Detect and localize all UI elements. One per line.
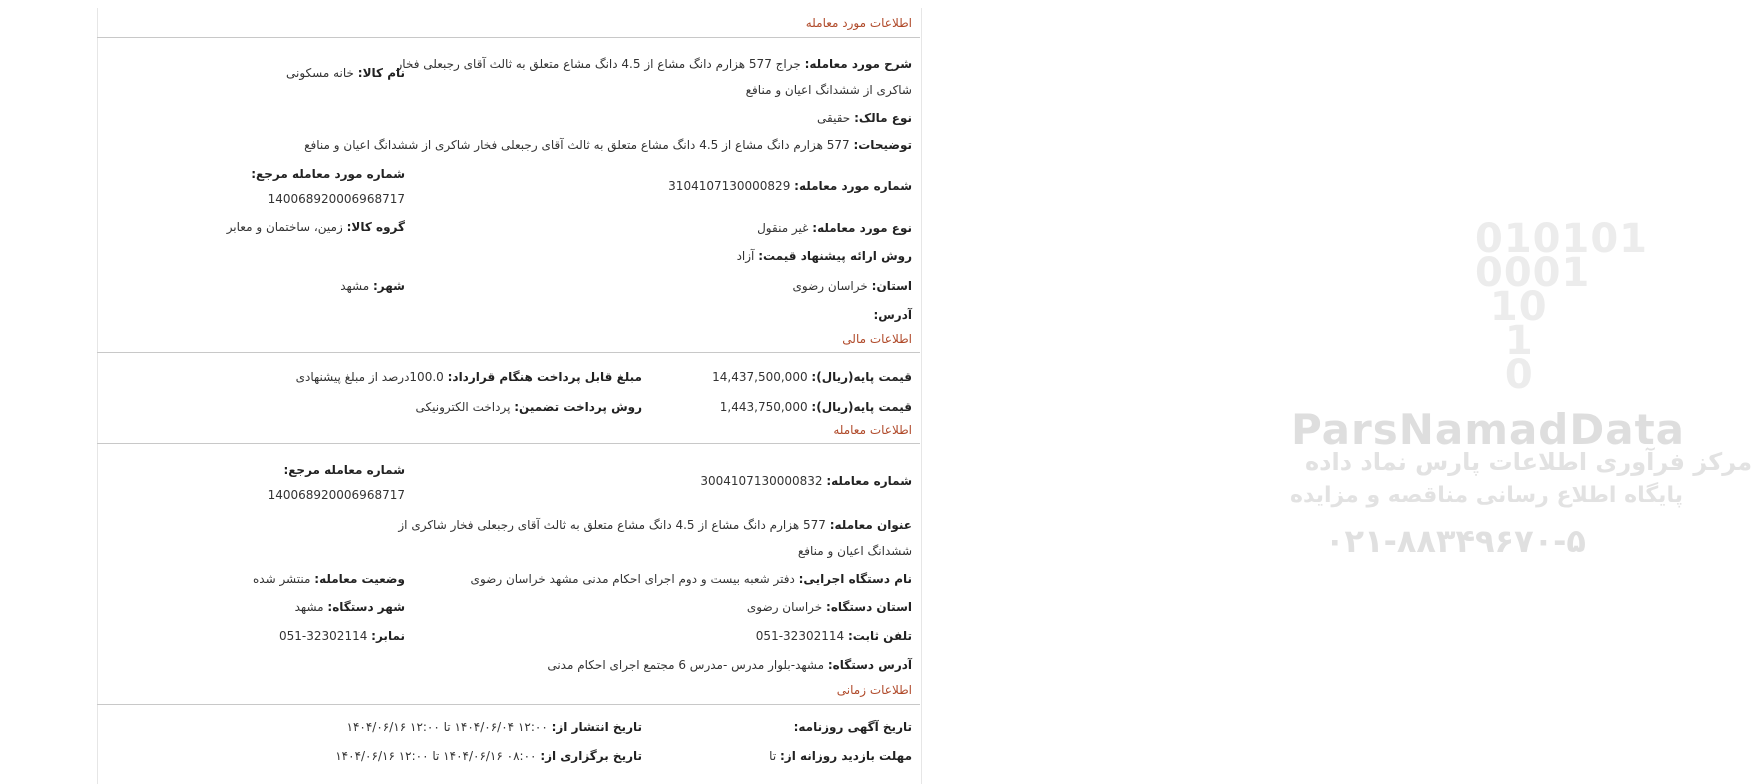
watermark-line2: پایگاه اطلاع رسانی مناقصه و مزایده <box>1290 483 1683 508</box>
payable-amount-label: مبلغ قابل پرداخت هنگام قرارداد: <box>447 370 642 384</box>
goods-group-value: زمین، ساختمان و معابر <box>226 220 343 234</box>
base-price-2 <box>720 397 912 417</box>
pricing-method <box>737 246 912 266</box>
guarantee-method-label: روش پرداخت تضمین: <box>514 400 642 414</box>
transaction-status-value: منتشر شده <box>252 572 311 586</box>
org-address-label: آدرس دستگاه: <box>827 658 912 672</box>
org-fax <box>279 626 405 646</box>
transaction-status-label: وضعیت معامله: <box>314 572 405 586</box>
daily-visit-deadline-value: تا <box>769 749 777 763</box>
province-value: خراسان رضوی <box>792 279 868 293</box>
org-address <box>547 655 912 675</box>
goods-name <box>286 63 405 83</box>
org-phone-value: 32302114-051 <box>755 629 845 643</box>
executor-name-value: دفتر شعبه بیست و دوم اجرای احکام مدنی مشهد خراسان رضوی <box>470 572 795 586</box>
goods-name-label: نام کالا: <box>357 66 405 80</box>
deal-type-label: نوع مورد معامله: <box>812 221 912 235</box>
pricing-method-label: روش ارائه پیشنهاد قیمت: <box>758 249 912 263</box>
org-city-value: مشهد <box>294 600 324 614</box>
payable-amount-value: 100.0درصد از مبلغ پیشنهادی <box>295 370 444 384</box>
province <box>793 276 912 296</box>
divider <box>97 352 920 353</box>
transaction-title-label: عنوان معامله: <box>829 518 912 532</box>
org-address-value: مشهد-بلوار مدرس -مدرس 6 مجتمع اجرای احکام مدنی <box>547 658 825 672</box>
base-price-2-value: 1,443,750,000 <box>719 400 808 414</box>
org-fax-value: 32302114-051 <box>279 629 368 643</box>
org-province-label: استان دستگاه: <box>826 600 912 614</box>
transaction-title <box>392 512 912 564</box>
province-label: استان: <box>871 279 912 293</box>
publish-date-label: تاریخ انتشار از: <box>551 720 642 734</box>
deal-description <box>390 51 912 103</box>
section-title-time: اطلاعات زمانی <box>836 683 912 697</box>
org-fax-label: نمابر: <box>371 629 405 643</box>
daily-visit-deadline-label: مهلت بازدید روزانه از: <box>780 749 912 763</box>
deal-notes <box>304 135 912 155</box>
section-title-transaction: اطلاعات معامله <box>833 423 912 437</box>
guarantee-method-value: پرداخت الکترونیکی <box>415 400 511 414</box>
deal-number <box>668 176 912 196</box>
transaction-ref-value: 140068920006968717 <box>267 488 405 502</box>
transaction-number-label: شماره معامله: <box>826 474 912 488</box>
deal-description-label: شرح مورد معامله: <box>804 57 912 71</box>
transaction-number-value: 3004107130000832 <box>700 474 823 488</box>
transaction-ref-value-row <box>268 485 405 505</box>
newspaper-ad-date-label: تاریخ آگهی روزنامه: <box>793 720 912 734</box>
address-label: آدرس: <box>873 308 912 322</box>
deal-ref-number-value: 140068920006968717 <box>267 192 405 206</box>
watermark-digits: 010101 0001 10 1 0 <box>1475 216 1648 398</box>
org-phone <box>756 626 912 646</box>
transaction-ref-label: شماره معامله مرجع: <box>283 463 405 477</box>
deal-ref-number-value-row <box>268 189 405 209</box>
section-title-financial: اطلاعات مالی <box>842 332 912 346</box>
holding-date-label: تاریخ برگزاری از: <box>540 749 642 763</box>
org-city <box>295 597 405 617</box>
watermark-brand: ParsNamadData <box>1291 405 1685 454</box>
city-value: مشهد <box>340 279 370 293</box>
holding-date <box>335 746 642 766</box>
org-city-label: شهر دستگاه: <box>327 600 405 614</box>
deal-ref-number-label-row <box>251 164 405 184</box>
payable-amount <box>296 367 642 387</box>
deal-notes-label: توضیحات: <box>853 138 912 152</box>
deal-type-value: غیر منقول <box>757 221 809 235</box>
deal-number-label: شماره مورد معامله: <box>794 179 912 193</box>
base-price-2-label: قیمت پایه(ریال): <box>811 400 912 414</box>
address <box>873 305 912 325</box>
daily-visit-deadline <box>769 746 912 766</box>
divider <box>97 443 920 444</box>
watermark-line1: مرکز فرآوری اطلاعات پارس نماد داده <box>1305 448 1752 476</box>
goods-name-value: خانه مسکونی <box>286 66 354 80</box>
deal-type <box>757 218 912 238</box>
publish-date-value: ۱۲:۰۰ ۱۴۰۴/۰۶/۰۴ تا ۱۲:۰۰ ۱۴۰۴/۰۶/۱۶ <box>346 720 548 734</box>
org-province-value: خراسان رضوی <box>746 600 823 614</box>
pricing-method-value: آزاد <box>736 249 755 263</box>
city-label: شهر: <box>373 279 405 293</box>
transaction-title-value: 577 هزارم دانگ مشاع از 4.5 دانگ مشاع متعلق به ثالث آقای رجبعلی فخار شاکری از ششدانگ اعیان و منافع <box>398 518 912 558</box>
publish-date <box>347 717 642 737</box>
owner-type-value: حقیقی <box>817 111 851 125</box>
divider <box>97 37 920 38</box>
newspaper-ad-date <box>794 717 912 737</box>
executor-name-label: نام دستگاه اجرایی: <box>798 572 912 586</box>
transaction-ref-label-row <box>283 460 405 480</box>
owner-type-label: نوع مالک: <box>854 111 912 125</box>
base-price-1-label: قیمت پایه(ریال): <box>811 370 912 384</box>
guarantee-method <box>416 397 642 417</box>
deal-ref-number-label: شماره مورد معامله مرجع: <box>251 167 405 181</box>
deal-description-value: جراج 577 هزارم دانگ مشاع از 4.5 دانگ مشاع متعلق به ثالث آقای رجبعلی فخار شاکری از ششدانگ اعیان و منافع <box>396 57 912 97</box>
goods-group-label: گروه کالا: <box>346 220 405 234</box>
holding-date-value: ۰۸:۰۰ ۱۴۰۴/۰۶/۱۶ تا ۱۲:۰۰ ۱۴۰۴/۰۶/۱۶ <box>335 749 537 763</box>
owner-type <box>817 108 912 128</box>
org-province <box>747 597 912 617</box>
base-price-1 <box>712 367 912 387</box>
deal-number-value: 3104107130000829 <box>668 179 791 193</box>
city <box>340 276 405 296</box>
transaction-number <box>700 471 912 491</box>
divider <box>97 704 920 705</box>
transaction-status <box>253 569 405 589</box>
goods-group <box>227 217 405 237</box>
deal-notes-value: 577 هزارم دانگ مشاع از 4.5 دانگ مشاع متعلق به ثالث آقای رجبعلی فخار شاکری از ششدانگ اعیان و منافع <box>304 138 850 152</box>
base-price-1-value: 14,437,500,000 <box>712 370 808 384</box>
watermark-phone: ۰۲۱-۸۸۳۴۹۶۷۰-۵ <box>1325 522 1586 560</box>
org-phone-label: تلفن ثابت: <box>847 629 912 643</box>
section-title-deal-info: اطلاعات مورد معامله <box>805 16 912 30</box>
executor-name <box>471 569 912 589</box>
